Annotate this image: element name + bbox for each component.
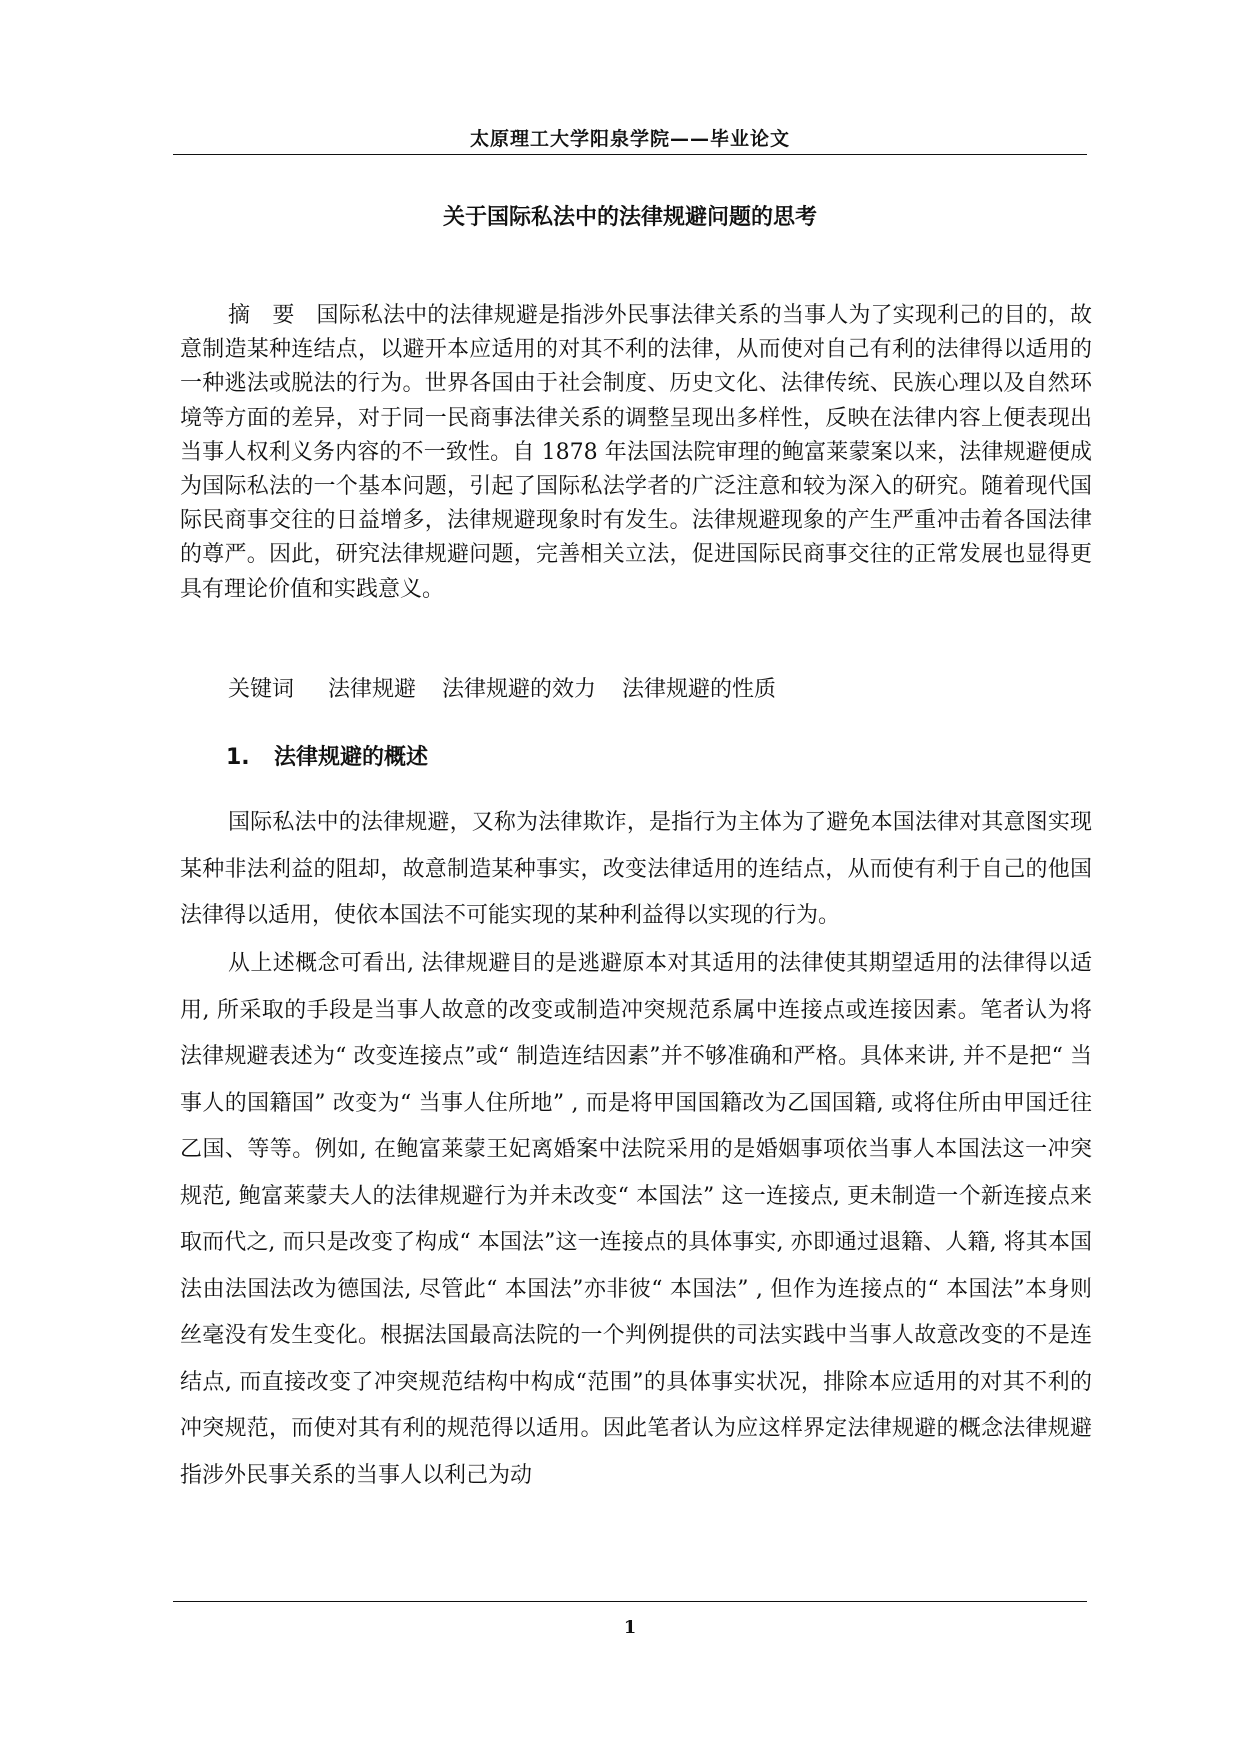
paper-title: 关于国际私法中的法律规避问题的思考 [442, 205, 817, 230]
abstract-paragraph [180, 299, 1092, 607]
keywords-label: 关键词 [228, 677, 295, 702]
section-heading [226, 740, 428, 771]
abstract-label [228, 303, 295, 328]
section-title: 法律规避的概述 [274, 745, 429, 770]
abstract-label-char-1: 摘 [228, 303, 251, 328]
keyword-item: 法律规避 [328, 677, 417, 702]
keyword-item: 法律规避的效力 [442, 677, 597, 702]
abstract-text: 国际私法中的法律规避是指涉外民事法律关系的当事人为了实现利己的目的，故意制造某种连结点，以避开本应适用的对其不利的法律，从而使对自己有利的法律得以适用的一种逃法或脱法的行为。世界各国由于社会制度、历史文化、法律传统、民族心理以及自然环境等方面的差异，对于同一民商事法律关系的调整呈现出多样性，反映在法律内容上便表现出当事人权利义务内容的不一致性。自 1878 年法国法院审理的鲍富莱蒙案以来，法律规避便成为国际私法的一个基本问题，引起了国际私法学者的广泛注意和较为深入的研究。随着现代国际民商事交往的日益增多，法律规避现象时有发生。法律规避现象的产生严重冲击着各国法律的尊严。因此，研究法律规避问题，完善相关立法，促进国际民商事交往的正常发展也显得更具有理论价值和实践意义。 [180, 303, 1092, 602]
page-number: 1 [623, 1617, 637, 1638]
body-paragraph: 国际私法中的法律规避，又称为法律欺诈，是指行为主体为了避免本国法律对其意图实现某种非法利益的阻却，故意制造某种事实，改变法律适用的连结点，从而使有利于自己的他国法律得以适用，使依本国法不可能实现的某种利益得以实现的行为。 [180, 810, 1092, 928]
body-paragraph: 从上述概念可看出, 法律规避目的是逃避原本对其适用的法律使其期望适用的法律得以适用, 所采取的手段是当事人故意的改变或制造冲突规范系属中连接点或连接因素。笔者认为将法律规避表述为“ 改变连接点”或“ 制造连结因素”并不够准确和严格。具体来讲, 并不是把“ 当事人的国籍国” 改变为“ 当事人住所地” , 而是将甲国国籍改为乙国国籍, 或将住所由甲国迁往乙国、等等。例如, 在鲍富莱蒙王妃离婚案中法院采用的是婚姻事项依当事人本国法这一冲突规范, 鲍富莱蒙夫人的法律规避行为并未改变“ 本国法” 这一连接点, 更未制造一个新连接点来取而代之, 而只是改变了构成“ 本国法”这一连接点的具体事实, 亦即通过退籍、人籍, 将其本国法由法国法改为德国法, 尽管此“ 本国法”亦非彼“ 本国法” , 但作为连接点的“ 本国法”本身则丝毫没有发生变化。根据法国最高法院的一个判例提供的司法实践中当事人故意改变的不是连结点, 而直接改变了冲突规范结构中构成“范围”的具体事实状况，排除本应适用的对其不利的冲突规范，而使对其有利的规范得以适用。因此笔者认为应这样界定法律规避的概念法律规避指涉外民事关系的当事人以利己为动 [180, 951, 1092, 1488]
keyword-item: 法律规避的性质 [622, 677, 777, 702]
footer-divider [173, 1601, 1087, 1602]
document-header: 太原理工大学阳泉学院——毕业论文 [469, 128, 790, 150]
abstract-label-char-2: 要 [272, 303, 295, 328]
keywords-line [228, 672, 802, 703]
section-number: 1. [226, 745, 250, 770]
header-divider [173, 154, 1087, 155]
